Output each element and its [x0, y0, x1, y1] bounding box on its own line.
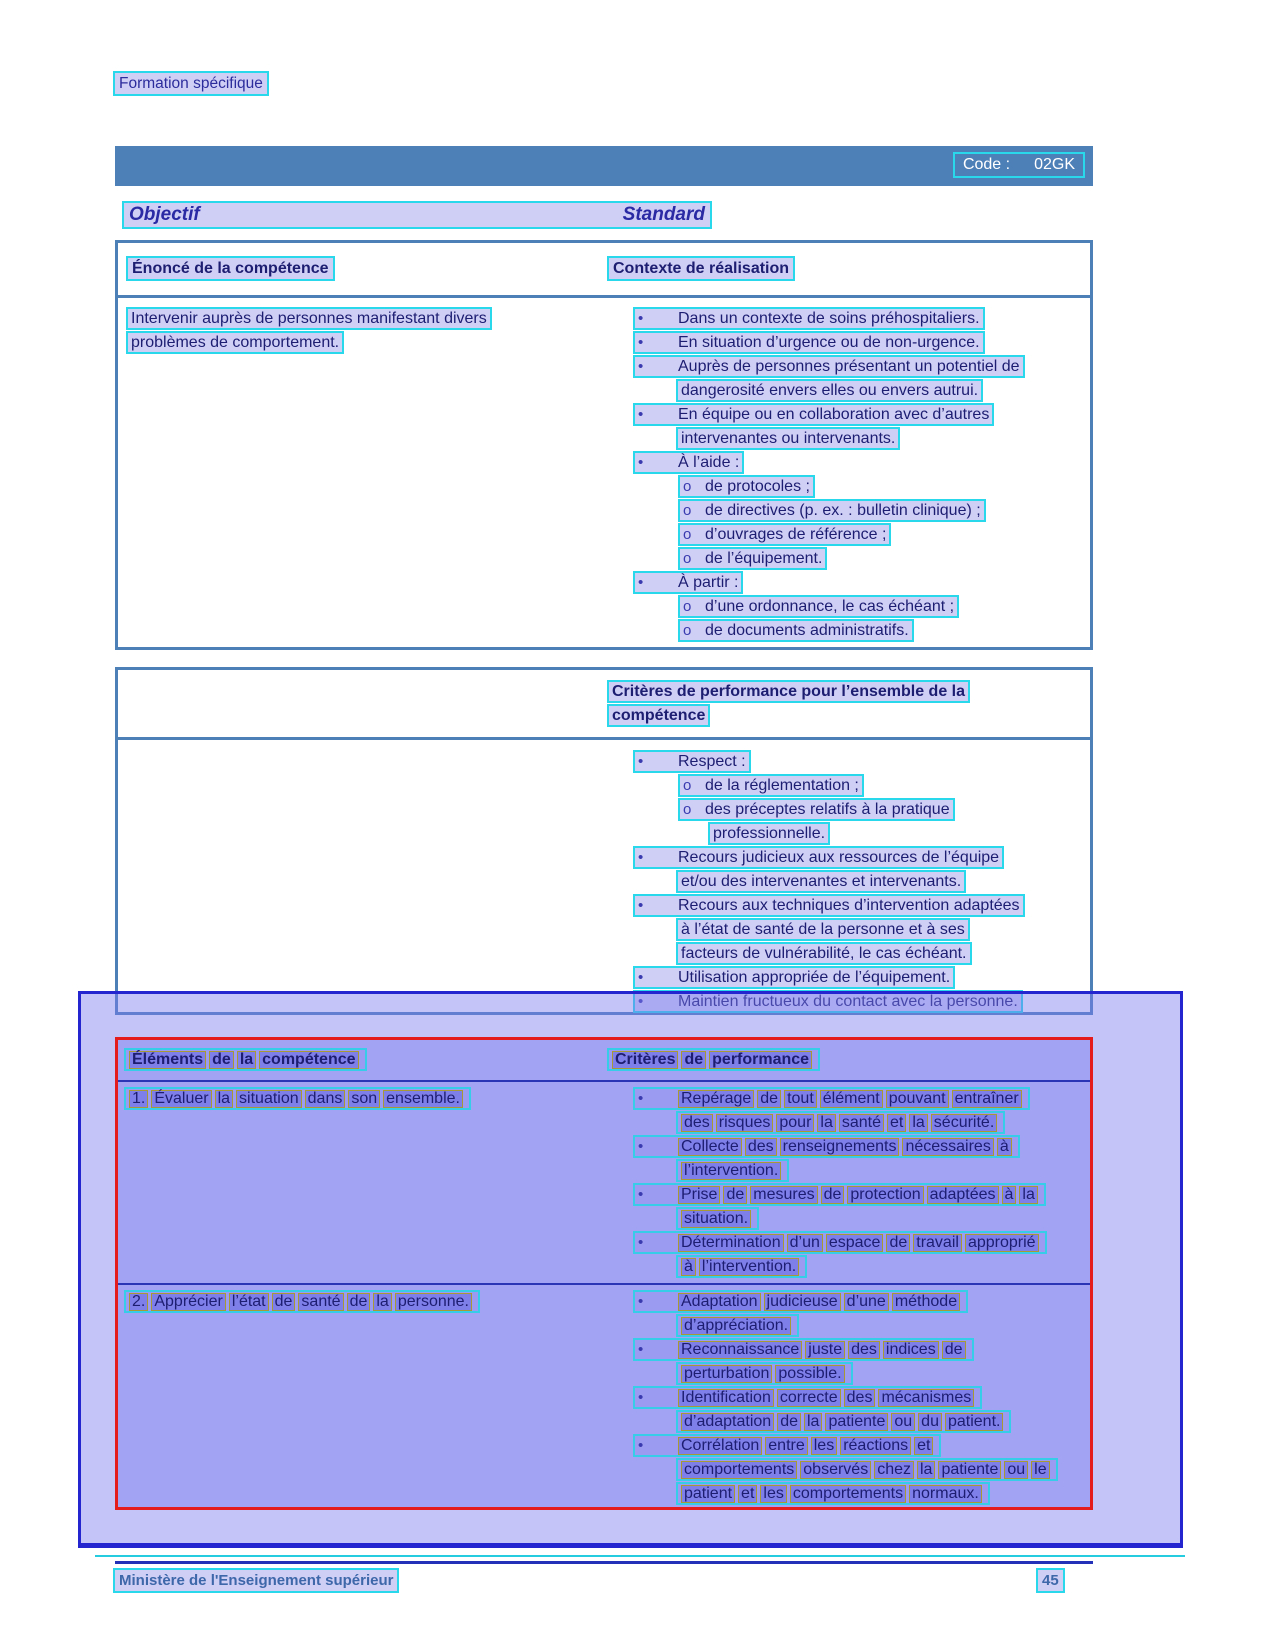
word-box: de [272, 1293, 296, 1311]
bullet-line [633, 1434, 941, 1457]
line-text: problèmes de comportement. [131, 334, 340, 351]
footer-rule [115, 1561, 1093, 1564]
text-line [676, 1314, 799, 1337]
word-box: Détermination [678, 1234, 784, 1252]
bullet-icon: • [638, 358, 644, 375]
word-box: de [942, 1341, 966, 1359]
word-box: des [848, 1341, 880, 1359]
word-box: de [757, 1090, 781, 1108]
line-text: Utilisation appropriée de l’équipement. [678, 969, 951, 986]
word-box: patiente [938, 1461, 1001, 1479]
bullet-line [633, 894, 1025, 917]
word-box: des [844, 1389, 876, 1407]
bullet-line [678, 499, 986, 522]
line-text [678, 1090, 1025, 1107]
line-text [129, 1090, 466, 1107]
word-box: chez [874, 1461, 914, 1479]
word-box: santé [839, 1114, 884, 1132]
word-box: observés [800, 1461, 871, 1479]
line-text: Respect : [678, 753, 746, 770]
line-text: Critères de performance pour l’ensemble de la [612, 683, 966, 700]
text-line [676, 870, 966, 893]
column-header [607, 1048, 820, 1071]
text-line [676, 1458, 1058, 1481]
word-box: patient [681, 1485, 735, 1503]
word-box: les [811, 1437, 837, 1455]
word-box: le [1031, 1461, 1049, 1479]
word-box: compétence [259, 1051, 358, 1069]
text-line [676, 918, 970, 941]
line-text: En équipe ou en collaboration avec d’autres [678, 406, 990, 423]
bullet-line [678, 595, 959, 618]
word-box: la [804, 1413, 822, 1431]
line-text [681, 1210, 754, 1227]
enonce-cell [118, 307, 605, 643]
table-body-row [118, 740, 1090, 1014]
bullet-line [633, 1135, 1020, 1158]
word-box: la [1019, 1186, 1037, 1204]
line-text: dangerosité envers elles ou envers autrui. [681, 382, 979, 399]
line-text [678, 1138, 1015, 1155]
line-text: de directives (p. ex. : bulletin clinique) ; [705, 502, 981, 519]
line-text: Recours aux techniques d’intervention adaptées [678, 897, 1020, 914]
word-box: pour [776, 1114, 814, 1132]
text-line [676, 1410, 1011, 1433]
word-box: correcte [777, 1389, 841, 1407]
word-box: pouvant [886, 1090, 949, 1108]
line-text: à l’état de santé de la personne et à ses [681, 921, 965, 938]
empty-header-cell [118, 680, 605, 737]
bullet-icon: • [638, 849, 644, 866]
word-box: 2. [129, 1293, 148, 1311]
bullet-icon: • [638, 406, 644, 423]
bullet-icon: • [638, 1234, 644, 1251]
criteres-ensemble-cell [605, 750, 1090, 1014]
word-box: santé [298, 1293, 343, 1311]
word-box: entre [765, 1437, 807, 1455]
bullet-icon: • [638, 1437, 644, 1454]
word-box: de [777, 1413, 801, 1431]
word-box: patiente [825, 1413, 888, 1431]
header-cell-contexte [605, 256, 1090, 295]
word-box: l’intervention. [699, 1258, 799, 1276]
line-text: professionnelle. [713, 825, 826, 842]
line-text: compétence [612, 707, 706, 724]
footer-page-number: 45 [1036, 1568, 1065, 1593]
text-line [708, 822, 830, 845]
word-box: Apprécier [151, 1293, 225, 1311]
footer-highlight-line [95, 1555, 1185, 1557]
text-line [676, 1207, 759, 1230]
bullet-line [633, 1087, 1030, 1110]
title-band [115, 146, 1093, 186]
sub-bullet-icon: o [683, 598, 692, 615]
column-header [124, 1048, 367, 1071]
bullet-line [633, 571, 743, 594]
text-line [676, 1482, 990, 1505]
header-cell-criteres-ensemble [605, 680, 1090, 737]
word-box: ensemble. [383, 1090, 463, 1108]
word-box: et [887, 1114, 906, 1132]
table-header-row [118, 1040, 1090, 1082]
word-box: comportements [681, 1461, 797, 1479]
word-box: d’un [787, 1234, 823, 1252]
word-box: la [917, 1461, 935, 1479]
word-box: de [886, 1234, 910, 1252]
sub-bullet-icon: o [683, 502, 692, 519]
header-cell-criteres [605, 1048, 1090, 1080]
code-label: Code : [962, 156, 1011, 173]
word-box: renseignements [780, 1138, 900, 1156]
word-box: Critères [612, 1051, 678, 1069]
line-text [129, 1293, 475, 1310]
line-text: À partir : [678, 574, 739, 591]
word-box: comportements [790, 1485, 906, 1503]
word-box: son [348, 1090, 380, 1108]
word-box: normaux. [909, 1485, 982, 1503]
line-text: d’ouvrages de référence ; [705, 526, 887, 543]
bullet-icon: • [638, 1186, 644, 1203]
bullet-line [678, 547, 827, 570]
selection-overlay [78, 991, 1183, 1548]
word-box: nécessaires [902, 1138, 993, 1156]
bullet-line [678, 619, 914, 642]
line-text [681, 1461, 1053, 1478]
bullet-line [633, 1183, 1046, 1206]
objectif-label: Objectif [129, 204, 200, 225]
word-box: mécanismes [878, 1389, 974, 1407]
word-box: la [817, 1114, 835, 1132]
word-box: tout [784, 1090, 817, 1108]
bullet-icon: • [638, 574, 644, 591]
word-box: judicieuse [764, 1293, 841, 1311]
word-box: perturbation [681, 1365, 772, 1383]
word-box: Collecte [678, 1138, 742, 1156]
criteres-1-cell [605, 1087, 1090, 1283]
code-value: 02GK [1034, 156, 1075, 173]
word-box: d’appréciation. [681, 1317, 791, 1335]
bullet-line [633, 403, 994, 426]
line-text: des préceptes relatifs à la pratique [705, 801, 950, 818]
word-box: sécurité. [931, 1114, 997, 1132]
bullet-icon: • [638, 1389, 644, 1406]
word-box: patient. [945, 1413, 1003, 1431]
word-box: et [738, 1485, 757, 1503]
text-line [676, 942, 972, 965]
text-line [124, 1290, 480, 1313]
bullet-icon: • [638, 1138, 644, 1155]
column-header: Contexte de réalisation [607, 256, 795, 281]
bullet-line [678, 774, 864, 797]
word-box: et [914, 1437, 933, 1455]
word-box: Reconnaissance [678, 1341, 802, 1359]
word-box: la [237, 1051, 256, 1069]
text-line [676, 1111, 1005, 1134]
word-box: d’une [844, 1293, 889, 1311]
word-box: travail [913, 1234, 962, 1252]
line-text [678, 1234, 1042, 1251]
bullet-line [633, 1290, 968, 1313]
bullet-line [633, 1338, 974, 1361]
bullet-icon: • [638, 1090, 644, 1107]
line-text: de protocoles ; [705, 478, 810, 495]
word-box: personne. [395, 1293, 472, 1311]
section-eyebrow: Formation spécifique [113, 71, 269, 96]
word-box: 1. [129, 1090, 148, 1108]
word-box: performance [709, 1051, 812, 1069]
word-box: de [723, 1186, 747, 1204]
word-box: situation. [681, 1210, 751, 1228]
sub-bullet-icon: o [683, 526, 692, 543]
word-box: mesures [750, 1186, 817, 1204]
line-text: de documents administratifs. [705, 622, 909, 639]
word-box: de [821, 1186, 845, 1204]
sub-bullet-icon: o [683, 478, 692, 495]
objectif-standard-heading [122, 201, 712, 229]
text-line [676, 427, 900, 450]
text-line [676, 1362, 853, 1385]
word-box: des [745, 1138, 777, 1156]
line-text: Auprès de personnes présentant un potentiel de [678, 358, 1020, 375]
word-box: Éléments [129, 1051, 206, 1069]
line-text [681, 1413, 1006, 1430]
word-box: d’adaptation [681, 1413, 774, 1431]
word-box: du [918, 1413, 942, 1431]
text-line [607, 680, 970, 703]
elements-criteria-table-selected [115, 1037, 1093, 1510]
line-text [678, 1389, 977, 1406]
bullet-line [633, 355, 1025, 378]
footer-ministry: Ministère de l'Enseignement supérieur [113, 1568, 399, 1593]
sub-bullet-icon: o [683, 550, 692, 567]
bullet-icon: • [638, 1341, 644, 1358]
word-box: approprié [965, 1234, 1039, 1252]
line-text: et/ou des intervenantes et intervenants. [681, 873, 962, 890]
word-box: Adaptation [678, 1293, 761, 1311]
line-text [681, 1485, 985, 1502]
bullet-line [678, 523, 891, 546]
line-text [678, 1437, 936, 1454]
word-box: indices [883, 1341, 939, 1359]
word-box: les [760, 1485, 786, 1503]
word-box: l’intervention. [681, 1162, 781, 1180]
table-header-row [118, 243, 1090, 298]
word-box: entraîner [952, 1090, 1022, 1108]
bullet-line [633, 331, 985, 354]
criteres-2-cell [605, 1290, 1090, 1506]
line-text [678, 1341, 969, 1358]
line-text: Maintien fructueux du contact avec la personne. [678, 993, 1018, 1010]
text-line [124, 1087, 471, 1110]
text-line [126, 307, 492, 330]
column-header: Énoncé de la compétence [126, 256, 335, 281]
word-box: Évaluer [151, 1090, 211, 1108]
text-line [607, 704, 710, 727]
word-box: situation [236, 1090, 302, 1108]
word-box: Corrélation [678, 1437, 762, 1455]
bullet-line [678, 475, 815, 498]
header-cell-elements [118, 1048, 605, 1080]
bullet-line [633, 750, 751, 773]
word-box: élément [820, 1090, 883, 1108]
word-box: l’état [229, 1293, 269, 1311]
word-box: de [209, 1051, 234, 1069]
word-box: ou [891, 1413, 915, 1431]
bullet-icon: • [638, 993, 644, 1010]
word-box: de [347, 1293, 371, 1311]
element-2-cell [118, 1290, 605, 1506]
line-text [678, 1186, 1041, 1203]
word-box: Repérage [678, 1090, 754, 1108]
word-box: possible. [775, 1365, 844, 1383]
header-cell-enonce [118, 256, 605, 295]
line-text: facteurs de vulnérabilité, le cas échéant. [681, 945, 967, 962]
text-line [126, 331, 344, 354]
word-box: dans [305, 1090, 346, 1108]
word-box: adaptées [927, 1186, 999, 1204]
line-text: Dans un contexte de soins préhospitaliers. [678, 310, 980, 327]
word-box: méthode [892, 1293, 960, 1311]
sub-bullet-icon: o [683, 777, 692, 794]
standard-label: Standard [622, 204, 705, 225]
empty-cell [118, 750, 605, 1014]
word-box: à [997, 1138, 1012, 1156]
bullet-icon: • [638, 454, 644, 471]
bullet-icon: • [638, 334, 644, 351]
bullet-line [633, 966, 955, 989]
word-box: la [373, 1293, 391, 1311]
word-box: Identification [678, 1389, 774, 1407]
word-box: risques [716, 1114, 774, 1132]
line-text: En situation d’urgence ou de non-urgence. [678, 334, 980, 351]
bullet-line [633, 307, 985, 330]
line-text [678, 1293, 963, 1310]
overall-criteria-table [115, 667, 1093, 1015]
word-box: la [215, 1090, 233, 1108]
sub-bullet-icon: o [683, 622, 692, 639]
code-badge [953, 152, 1085, 178]
competence-context-table [115, 240, 1093, 650]
line-text: Intervenir auprès de personnes manifestant divers [131, 310, 487, 327]
line-text: Recours judicieux aux ressources de l’équipe [678, 849, 1000, 866]
table-header-row [118, 670, 1090, 740]
line-text: d’une ordonnance, le cas échéant ; [705, 598, 955, 615]
word-box: Prise [678, 1186, 720, 1204]
word-box: à [681, 1258, 696, 1276]
sub-bullet-icon: o [683, 801, 692, 818]
text-line [676, 1159, 789, 1182]
text-line [676, 379, 983, 402]
line-text [681, 1258, 802, 1275]
word-box: juste [805, 1341, 845, 1359]
header-words [129, 1051, 362, 1068]
word-box: espace [826, 1234, 884, 1252]
header-words [612, 1051, 815, 1068]
bullet-icon: • [638, 969, 644, 986]
line-text [681, 1317, 794, 1334]
bullet-line [633, 846, 1004, 869]
word-box: ou [1004, 1461, 1028, 1479]
table-body-row [118, 298, 1090, 643]
line-text [681, 1162, 784, 1179]
line-text [681, 1114, 1000, 1131]
table-row-2 [118, 1285, 1090, 1506]
text-line [676, 1255, 807, 1278]
word-box: réactions [840, 1437, 911, 1455]
bullet-line [678, 798, 955, 821]
bullet-icon: • [638, 897, 644, 914]
bullet-icon: • [638, 310, 644, 327]
word-box: protection [847, 1186, 923, 1204]
element-1-cell [118, 1087, 605, 1283]
line-text: À l’aide : [678, 454, 740, 471]
word-box: des [681, 1114, 713, 1132]
bullet-line [633, 451, 744, 474]
word-box: de [681, 1051, 706, 1069]
bullet-line [633, 1386, 982, 1409]
table-row-1 [118, 1082, 1090, 1285]
word-box: à [1002, 1186, 1017, 1204]
line-text: de la réglementation ; [705, 777, 859, 794]
bullet-icon: • [638, 753, 644, 770]
bullet-icon: • [638, 1293, 644, 1310]
line-text: de l’équipement. [705, 550, 823, 567]
bullet-line [633, 1231, 1047, 1254]
line-text: intervenantes ou intervenants. [681, 430, 896, 447]
word-box: la [909, 1114, 927, 1132]
line-text [681, 1365, 848, 1382]
contexte-cell [605, 307, 1090, 643]
